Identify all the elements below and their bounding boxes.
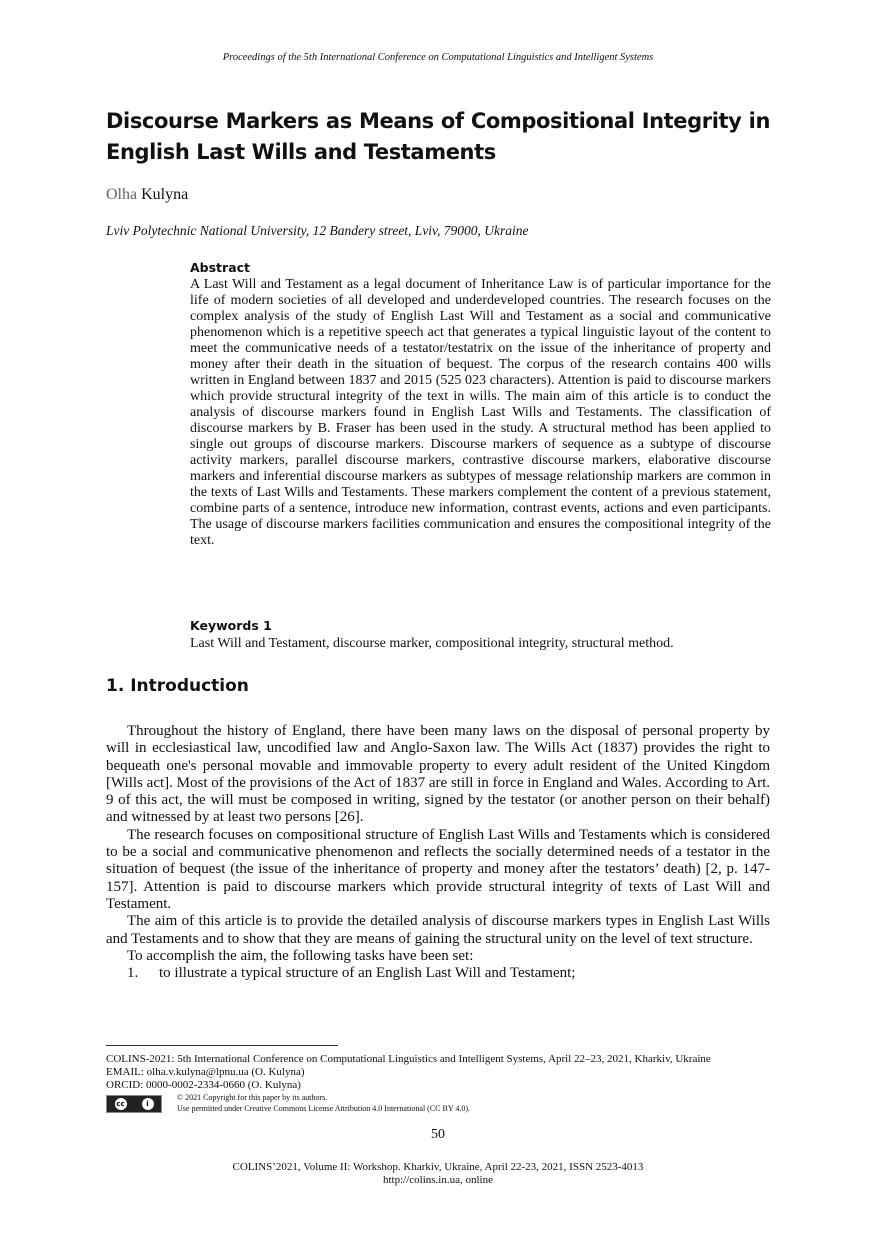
footnote-orcid: ORCID: 0000-0002-2334-0660 (O. Kulyna) bbox=[106, 1079, 301, 1091]
footer-line-1: COLINS’2021, Volume II: Workshop. Kharkiv, Ukraine, April 22-23, 2021, ISSN 2523-4013 bbox=[232, 1161, 644, 1173]
paragraph: To accomplish the aim, the following tasks have been set: bbox=[127, 947, 474, 964]
keywords-heading: Keywords 1 bbox=[190, 618, 272, 633]
copyright-text: © 2021 Copyright for this paper by its authors. bbox=[177, 1093, 328, 1102]
abstract-heading: Abstract bbox=[190, 260, 251, 275]
license-text: Use permitted under Creative Commons License Attribution 4.0 International (CC BY 4.0). bbox=[177, 1104, 470, 1113]
keywords-text: Last Will and Testament, discourse marker, compositional integrity, structural method. bbox=[190, 636, 674, 651]
footnote-conference: COLINS-2021: 5th International Conference on Computational Linguistics and Intelligent Systems, April 22–23, 2021, Kharkiv, Ukraine bbox=[106, 1053, 711, 1065]
list-text: to illustrate a typical structure of an English Last Will and Testament; bbox=[159, 965, 576, 982]
section-heading: 1. Introduction bbox=[106, 676, 249, 696]
paragraph: Throughout the history of England, there have been many laws on the disposal of personal property by will in ecclesiastical law, uncodified law and Anglo-Saxon law. The Wills Act (1837) provides the right to bequeath one's personal movable and immovable property to every adult resident of the United Kingdom [Wills act]. Most of the provisions of the Act of 1837 are still in force in England and Wales. According to Art. 9 of this act, the will must be composed in writing, signed by the testator (or another person on their behalf) and witnessed by at least two persons [26]. bbox=[106, 723, 770, 826]
author-first-name: Olha bbox=[106, 186, 138, 203]
page-footer bbox=[0, 1161, 876, 1187]
page-number: 50 bbox=[431, 1127, 445, 1142]
author bbox=[106, 186, 188, 204]
paragraph: The aim of this article is to provide the detailed analysis of discourse markers types in English Last Wills and Testaments and to show that they are means of gaining the structural unity on the level of text structure. bbox=[106, 913, 770, 947]
cc-by-license-icon: cc i bbox=[106, 1095, 162, 1113]
author-last-name: Kulyna bbox=[141, 186, 189, 203]
footnote-email: EMAIL: olha.v.kulyna@lpnu.ua (O. Kulyna) bbox=[106, 1066, 305, 1078]
paragraph: The research focuses on compositional structure of English Last Wills and Testaments which is considered to be a social and communicative phenomenon and reflects the socially determined needs of a testator in the situation of bequest (the issue of the inheritance of property and money after the testators’ death) [2, p. 147-157]. Attention is paid to discourse markers which provide structural integrity of texts of Last Will and Testament. bbox=[106, 826, 770, 912]
affiliation: Lviv Polytechnic National University, 12 Bandery street, Lviv, 79000, Ukraine bbox=[106, 223, 529, 238]
list-number: 1. bbox=[127, 965, 139, 982]
section-body bbox=[106, 723, 770, 982]
abstract-text: A Last Will and Testament as a legal document of Inheritance Law is of particular importance for the life of modern societies of all developed and underdeveloped countries. The research focuses on the complex analysis of the study of English Last Will and Testament as a social and communicative phenomenon which is a repetitive speech act that generates a typical linguistic layout of the content to meet the communicative needs of a testator/testatrix on the issue of the inheritance of property and money after their death in the situation of bequest. The corpus of the research contains 400 wills written in England between 1837 and 2015 (525 023 characters). Attention is paid to discourse markers which provide structural integrity of the text in wills. The main aim of this article is to conduct the analysis of discourse markers found in English Last Wills and Testaments. The classification of discourse markers by B. Fraser has been used in the study. A structural method has been applied to single out groups of discourse markers. Discourse markers of sequence as a subtype of discourse activity markers, parallel discourse markers, contrastive discourse markers, elaborative discourse markers and inferential discourse markers as subtypes of message relationship markers are common in the texts of Last Wills and Testaments. These markers complement the content of a previous statement, combine parts of a sentence, introduce new information, contrast events, actions and even participants. The usage of discourse markers facilities communication and ensures the compositional integrity of the text. bbox=[190, 277, 771, 548]
running-header: Proceedings of the 5th International Conference on Computational Linguistics and Intelligent Systems bbox=[222, 52, 654, 63]
footer-line-2: http://colins.in.ua, online bbox=[383, 1174, 493, 1186]
paper-title: Discourse Markers as Means of Compositional Integrity in English Last Wills and Testaments bbox=[106, 109, 770, 164]
list-item bbox=[106, 965, 770, 982]
footnote-divider bbox=[106, 1045, 338, 1046]
